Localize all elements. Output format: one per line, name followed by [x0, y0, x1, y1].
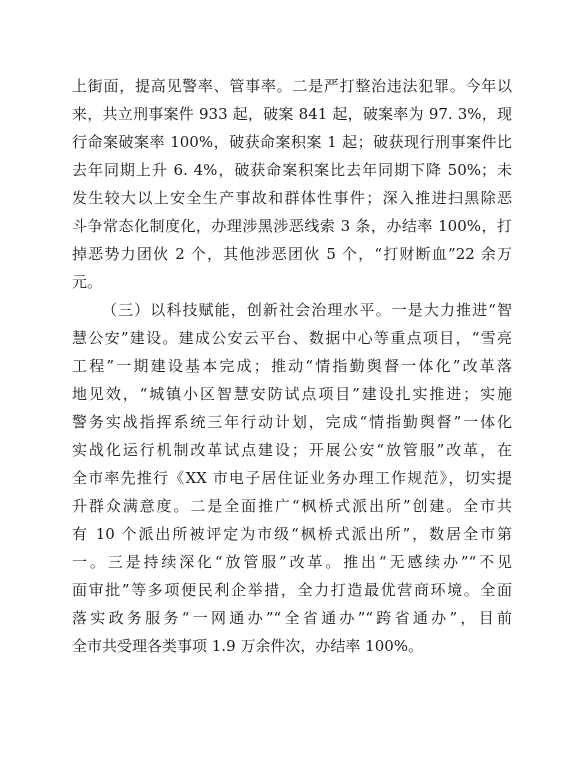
paragraph-2-line-6: 实战化运行机制改革试点建设；开展公安“放管服”改革，在: [72, 441, 512, 459]
paragraph-1-line-4: 去年同期上升 6. 4%，破获命案积案比去年同期下降 50%；未: [72, 161, 512, 179]
paragraph-2-line-1: （三）以科技赋能，创新社会治理水平。一是大力推进“智: [102, 301, 512, 319]
paragraph-2-line-5: 警务实战指挥系统三年行动计划，完成“情指勤舆督”一体化: [72, 413, 512, 431]
paragraph-2-line-8: 升群众满意度。二是全面推广“枫桥式派出所”创建。全市共: [72, 497, 512, 515]
paragraph-2-line-10: 一。三是持续深化“放管服”改革。推出“无感续办”“不见: [72, 553, 512, 571]
paragraph-1-line-8: 元。: [72, 273, 103, 291]
paragraph-1-line-7: 掉恶势力团伙 2 个，其他涉恶团伙 5 个，“打财断血”22 余万: [72, 245, 512, 263]
paragraph-1-line-2: 来，共立刑事案件 933 起，破案 841 起，破案率为 97. 3%，现: [72, 105, 512, 123]
paragraph-2-line-13: 全市共受理各类事项 1.9 万余件次，办结率 100%。: [72, 637, 424, 655]
paragraph-2-line-2: 慧公安”建设。建成公安云平台、数据中心等重点项目，“雪亮: [72, 329, 512, 347]
paragraph-2-line-4: 地见效，“城镇小区智慧安防试点项目”建设扎实推进；实施: [72, 385, 512, 403]
paragraph-2-line-3: 工程”一期建设基本完成；推动“情指勤舆督一体化”改革落: [72, 357, 512, 375]
paragraph-1-line-1: 上街面，提高见警率、管事率。二是严打整治违法犯罪。今年以: [72, 77, 512, 95]
paragraph-1-line-6: 斗争常态化制度化，办理涉黑涉恶线索 3 条，办结率 100%，打: [72, 217, 512, 235]
paragraph-2-line-12: 落实政务服务“一网通办”“全省通办”“跨省通办”，目前: [72, 609, 512, 627]
paragraph-1-line-5: 发生较大以上安全生产事故和群体性事件；深入推进扫黑除恶: [72, 189, 512, 207]
paragraph-2-line-7: 全市率先推行《XX 市电子居住证业务办理工作规范》，切实提: [72, 469, 512, 487]
paragraph-2-line-11: 面审批”等多项便民利企举措，全力打造最优营商环境。全面: [72, 581, 512, 599]
paragraph-2-line-9: 有 10 个派出所被评定为市级“枫桥式派出所”，数居全市第: [72, 525, 512, 543]
paragraph-1-line-3: 行命案破案率 100%，破获命案积案 1 起；破获现行刑事案件比: [72, 133, 512, 151]
